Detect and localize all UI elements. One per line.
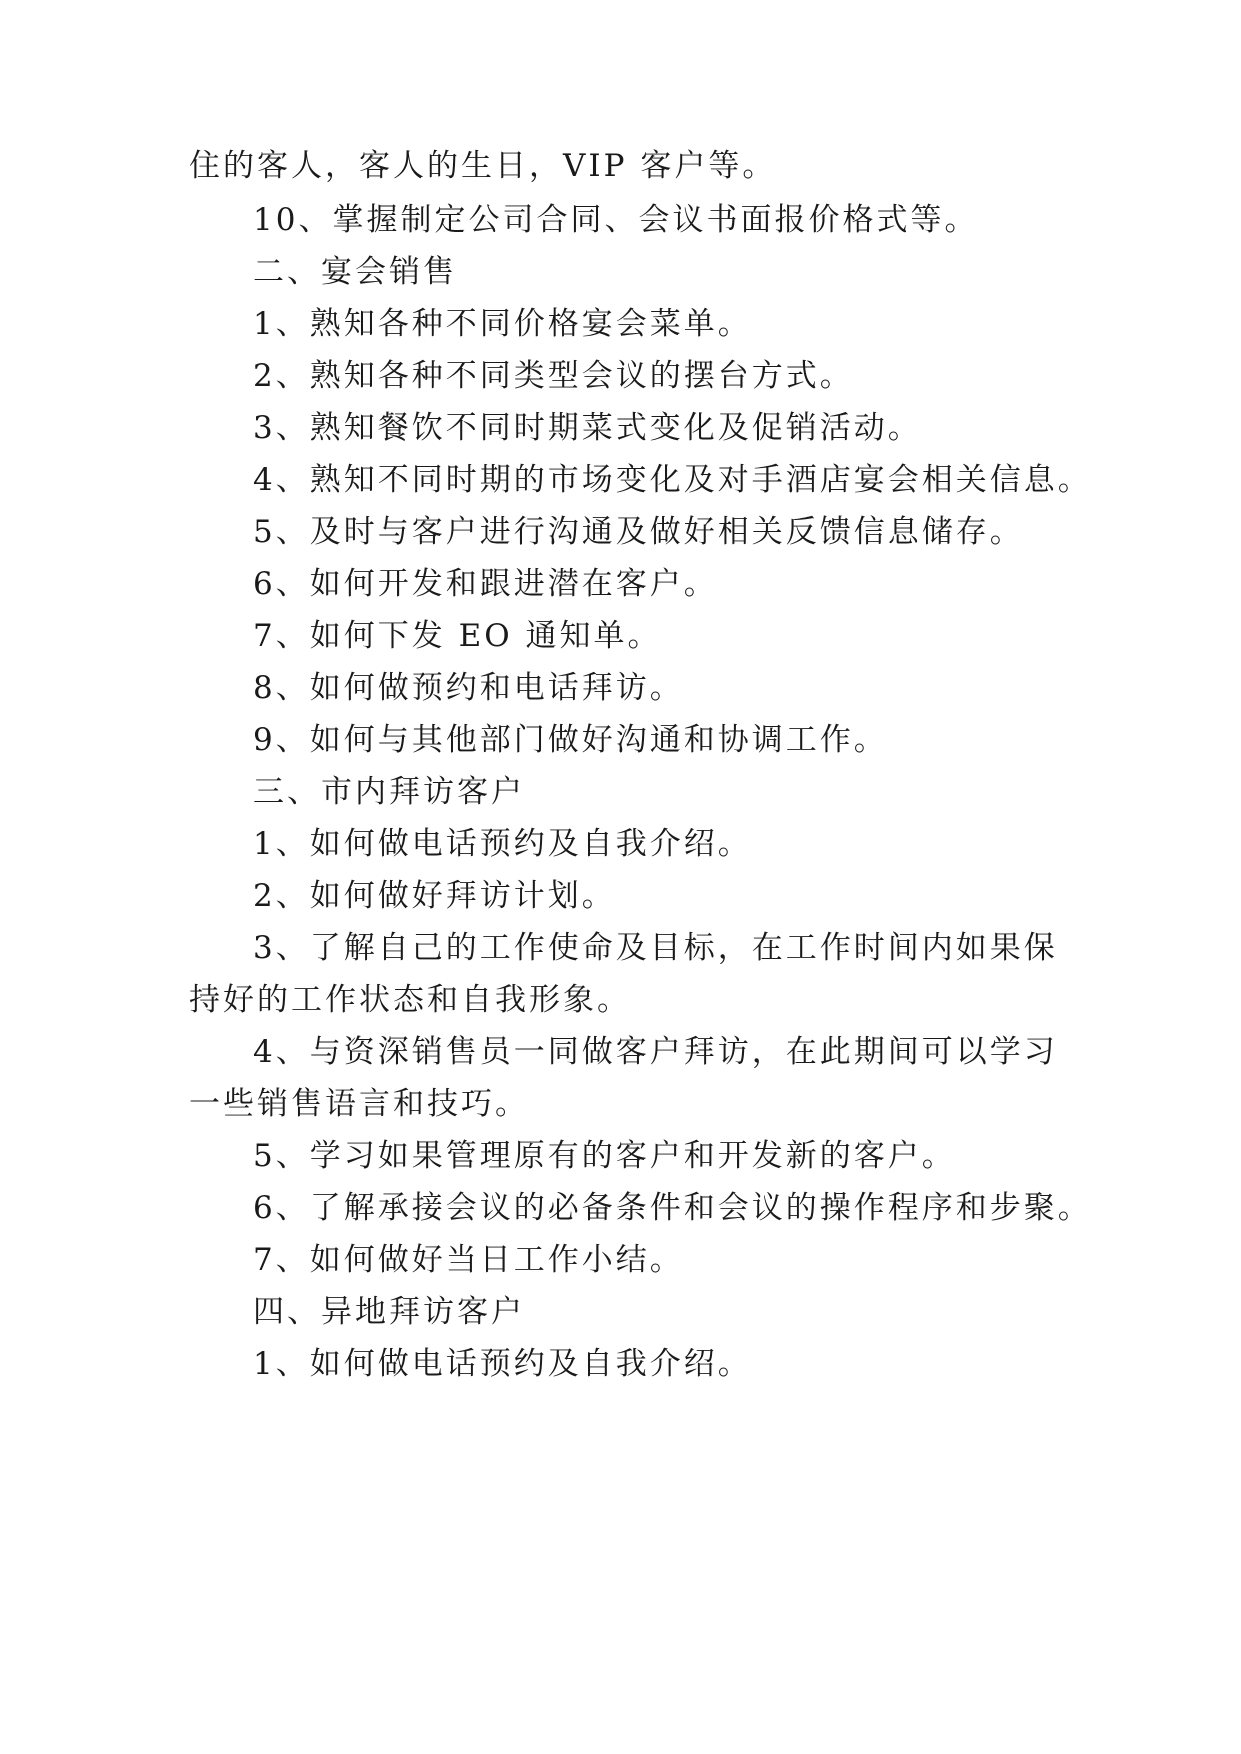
list-item: 6、了解承接会议的必备条件和会议的操作程序和步聚。 [253, 1190, 1092, 1226]
list-item: 3、了解自己的工作使命及目标，在工作时间内如果保 [253, 930, 1058, 966]
list-item: 7、如何做好当日工作小结。 [253, 1242, 684, 1278]
list-item: 3、熟知餐饮不同时期菜式变化及促销活动。 [253, 410, 922, 446]
list-item-continuation: 持好的工作状态和自我形象。 [189, 982, 631, 1018]
list-item: 8、如何做预约和电话拜访。 [253, 670, 684, 706]
list-item: 2、如何做好拜访计划。 [253, 878, 616, 914]
list-item: 1、如何做电话预约及自我介绍。 [253, 826, 752, 862]
list-item: 2、熟知各种不同类型会议的摆台方式。 [253, 358, 854, 394]
section-heading: 三、市内拜访客户 [253, 774, 525, 810]
list-item: 6、如何开发和跟进潜在客户。 [253, 566, 718, 602]
list-item: 4、与资深销售员一同做客户拜访，在此期间可以学习 [253, 1034, 1058, 1070]
list-item: 1、熟知各种不同价格宴会菜单。 [253, 306, 752, 342]
list-item: 5、及时与客户进行沟通及做好相关反馈信息储存。 [253, 514, 1024, 550]
text-line: 10、掌握制定公司合同、会议书面报价格式等。 [253, 202, 979, 238]
list-item: 9、如何与其他部门做好沟通和协调工作。 [253, 722, 888, 758]
text-line: 住的客人，客人的生日，VIP 客户等。 [189, 148, 777, 184]
list-item-continuation: 一些销售语言和技巧。 [189, 1086, 529, 1122]
list-item: 5、学习如果管理原有的客户和开发新的客户。 [253, 1138, 956, 1174]
list-item: 1、如何做电话预约及自我介绍。 [253, 1346, 752, 1382]
list-item: 4、熟知不同时期的市场变化及对手酒店宴会相关信息。 [253, 462, 1092, 498]
list-item: 7、如何下发 EO 通知单。 [253, 618, 662, 654]
section-heading: 四、异地拜访客户 [253, 1294, 525, 1330]
section-heading: 二、宴会销售 [253, 254, 457, 290]
